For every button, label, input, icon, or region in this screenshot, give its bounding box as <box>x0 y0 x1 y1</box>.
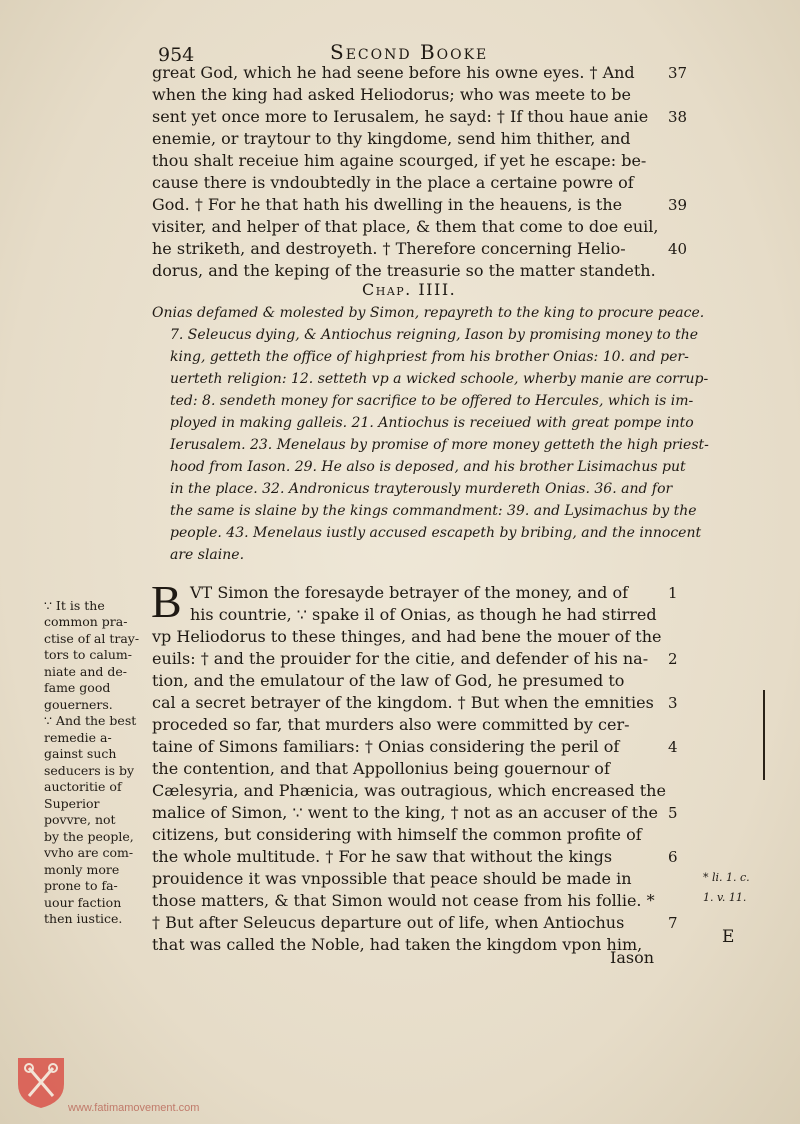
text-line: cal a secret betrayer of the kingdom. † But when the emnities <box>152 693 654 712</box>
text-line: the contention, and that Appollonius being gouernour of <box>152 759 610 778</box>
argument-line: 7. Seleucus dying, & Antiochus reigning, Iason by promising money to the <box>170 327 699 343</box>
verse-number: 1 <box>668 584 678 602</box>
text-line: his countrie, ∵ spake il of Onias, as though he had stirred <box>190 605 657 624</box>
text-line: vp Heliodorus to these thinges, and had bene the mouer of the <box>152 627 662 646</box>
text-line: † But after Seleucus departure out of life, when Antiochus <box>152 913 625 932</box>
argument-line: people. 43. Menelaus iustly accused escapeth by bribing, and the innocent <box>170 525 702 541</box>
cross-reference: 1. v. 11. <box>703 891 747 904</box>
margin-note-line: monly more <box>44 862 120 877</box>
text-line: dorus, and the keping of the treasurie so the matter standeth. <box>152 261 656 280</box>
text-line: the whole multitude. † For he saw that without the kings <box>152 847 613 866</box>
verse-number: 6 <box>668 848 678 866</box>
text-line: sent yet once more to Ierusalem, he sayd: † If thou haue anie <box>152 107 649 126</box>
text-line: tion, and the emulatour of the law of God, he presumed to <box>152 671 625 690</box>
margin-note-line: gainst such <box>44 746 117 761</box>
text-line: enemie, or traytour to thy kingdome, send him thither, and <box>152 129 631 148</box>
verse-number: 40 <box>668 240 688 258</box>
argument-line: Ierusalem. 23. Menelaus by promise of more money getteth the high priest- <box>170 437 709 453</box>
argument-line: hood from Iason. 29. He also is deposed, and his brother Lisimachus put <box>170 459 686 475</box>
page-number: 954 <box>158 44 195 66</box>
text-line: those matters, & that Simon would not cease from his follie. * <box>152 891 655 910</box>
margin-note-line: remedie a- <box>44 730 112 745</box>
verse-number: 39 <box>668 196 688 214</box>
margin-note-line: then iustice. <box>44 911 123 926</box>
text-line: proceded so far, that murders also were committed by cer- <box>152 715 630 734</box>
cross-reference: * li. 1. c. <box>703 871 750 884</box>
margin-note-line: by the people, <box>44 829 134 844</box>
argument-line: king, getteth the office of highpriest from his brother Onias: 10. and per- <box>170 349 689 365</box>
drop-cap: B <box>151 576 182 627</box>
text-line: visiter, and helper of that place, & them that come to doe euil, <box>152 217 659 236</box>
text-line: that was called the Noble, had taken the kingdom vpon him, <box>152 935 643 954</box>
margin-note-line: gouerners. <box>44 697 113 712</box>
margin-note-line: common pra- <box>44 614 128 629</box>
argument-line: Onias defamed & molested by Simon, repayreth to the king to procure peace. <box>152 305 705 321</box>
margin-note-line: ctise of al tray- <box>44 631 140 646</box>
argument-line: are slaine. <box>170 547 245 563</box>
margin-note-line: ∵ And the best <box>44 713 137 728</box>
verse-number: 7 <box>668 914 678 932</box>
website-url: www.fatimamovement.com <box>68 1102 200 1114</box>
margin-note-line: uour faction <box>44 895 122 910</box>
margin-note-line: seducers is by <box>44 763 135 778</box>
signature-mark: E <box>722 927 735 947</box>
argument-line: ted: 8. sendeth money for sacrifice to be offered to Hercules, which is im- <box>170 393 694 409</box>
text-line: Cælesyria, and Phænicia, was outragious, which encreased the <box>152 781 666 800</box>
margin-note-line: vvho are com- <box>44 845 134 860</box>
chapter-heading: Chap. IIII. <box>362 280 457 299</box>
margin-note-line: Superior <box>44 796 100 811</box>
papal-keys-logo-icon <box>14 1054 68 1110</box>
text-line: citizens, but considering with himself the common profite of <box>152 825 642 844</box>
margin-rule <box>763 690 765 780</box>
verse-number: 37 <box>668 64 688 82</box>
argument-line: uerteth religion: 12. setteth vp a wicked schoole, wherby manie are corrup- <box>170 371 709 387</box>
verse-number: 2 <box>668 650 678 668</box>
text-line: malice of Simon, ∵ went to the king, † not as an accuser of the <box>152 803 659 822</box>
catchword: Iason <box>610 948 655 967</box>
text-line: great God, which he had seene before his owne eyes. † And <box>152 63 635 82</box>
margin-note-line: tors to calum- <box>44 647 133 662</box>
margin-note-line: povvre, not <box>44 812 116 827</box>
margin-note-line: ∵ It is the <box>44 598 105 613</box>
verse-number: 5 <box>668 804 678 822</box>
verse-number: 3 <box>668 694 678 712</box>
text-line: VT Simon the foresayde betrayer of the money, and of <box>190 583 629 602</box>
argument-line: ployed in making galleis. 21. Antiochus is receiued with great pompe into <box>170 415 694 431</box>
margin-note-line: prone to fa- <box>44 878 118 893</box>
margin-note-line: auctoritie of <box>44 779 122 794</box>
argument-line: in the place. 32. Andronicus trayterously murdereth Onias. 36. and for <box>170 481 673 497</box>
verse-number: 4 <box>668 738 678 756</box>
running-title: Second Booke <box>330 40 489 64</box>
text-line: euils: † and the prouider for the citie, and defender of his na- <box>152 649 649 668</box>
text-line: God. † For he that hath his dwelling in the heauens, is the <box>152 195 623 214</box>
argument-line: the same is slaine by the kings commandment: 39. and Lysimachus by the <box>170 503 697 519</box>
margin-note-line: fame good <box>44 680 111 695</box>
text-line: cause there is vndoubtedly in the place a certaine powre of <box>152 173 634 192</box>
text-line: when the king had asked Heliodorus; who was meete to be <box>152 85 632 104</box>
text-line: taine of Simons familiars: † Onias considering the peril of <box>152 737 620 756</box>
verse-number: 38 <box>668 108 688 126</box>
text-line: prouidence it was vnpossible that peace should be made in <box>152 869 632 888</box>
text-line: thou shalt receiue him againe scourged, if yet he escape: be- <box>152 151 647 170</box>
margin-note-line: niate and de- <box>44 664 127 679</box>
text-line: he striketh, and destroyeth. † Therefore concerning Helio- <box>152 239 626 258</box>
